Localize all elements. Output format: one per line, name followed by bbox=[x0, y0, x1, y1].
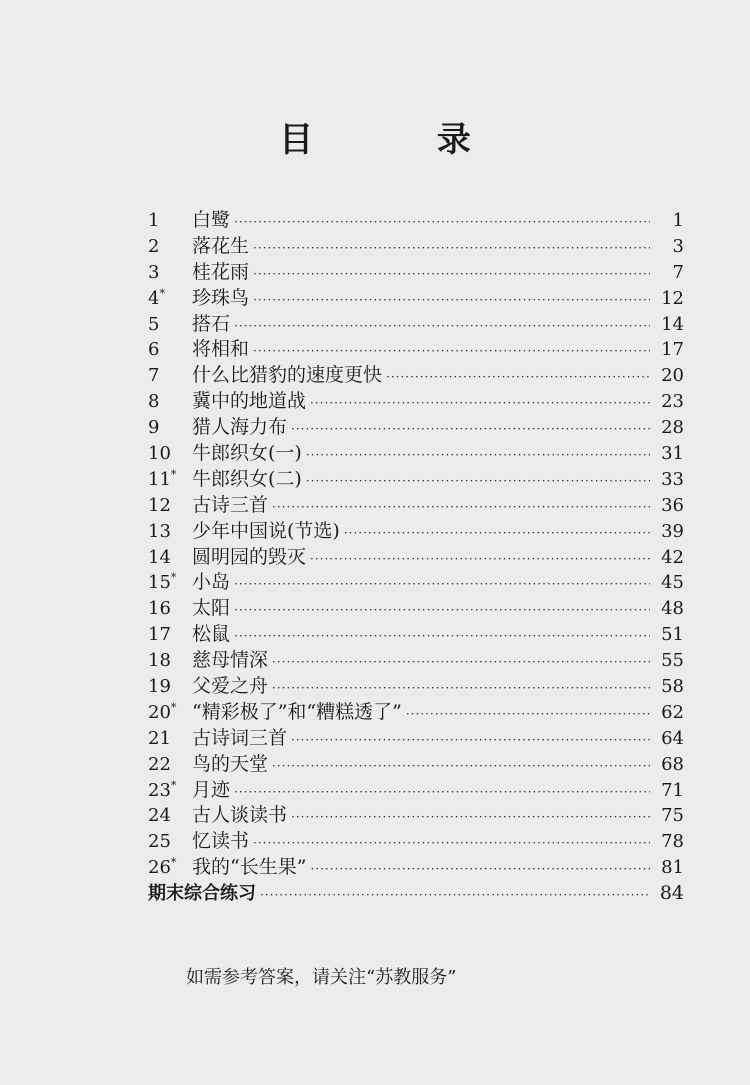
footer-note: 如需参考答案，请关注“苏教服务” bbox=[186, 967, 457, 988]
entry-number: 7 bbox=[148, 365, 160, 387]
entry-page: 64 bbox=[661, 727, 684, 749]
entry-number: 3 bbox=[148, 261, 160, 283]
entry-number: 14 bbox=[148, 546, 171, 568]
entry-title: 古诗三首 bbox=[192, 493, 269, 516]
entry-page: 12 bbox=[661, 287, 684, 309]
entry-title: 搭石 bbox=[192, 312, 231, 335]
entry-title: 父爱之舟 bbox=[192, 675, 269, 698]
entry-title: 冀中的地道战 bbox=[192, 390, 307, 413]
entry-title: 少年中国说(节选) bbox=[192, 519, 340, 542]
entry-number: 25 bbox=[148, 831, 171, 853]
entry-number: 12 bbox=[148, 494, 171, 516]
dot-leader bbox=[406, 702, 650, 728]
entry-title: 小岛 bbox=[192, 571, 231, 594]
optional-star-mark: * bbox=[170, 700, 177, 714]
dot-leader bbox=[291, 417, 650, 443]
entry-title: 古诗词三首 bbox=[192, 726, 288, 749]
entry-number: 8 bbox=[148, 391, 160, 413]
entry-title: 桂花雨 bbox=[192, 260, 250, 283]
dot-leader bbox=[260, 880, 650, 910]
entry-number: 21 bbox=[148, 727, 171, 749]
entry-number: 23* bbox=[148, 778, 177, 801]
page-title: 目 录 bbox=[279, 120, 527, 160]
entry-page: 68 bbox=[661, 753, 684, 775]
dot-leader bbox=[386, 365, 650, 391]
entry-page: 84 bbox=[659, 882, 684, 905]
dot-leader bbox=[344, 521, 650, 547]
optional-star-mark: * bbox=[170, 571, 177, 585]
entry-title: 落花生 bbox=[192, 234, 250, 257]
entry-title: 月迹 bbox=[192, 778, 231, 801]
entry-number: 13 bbox=[148, 520, 171, 542]
entry-page: 51 bbox=[661, 624, 684, 646]
entry-page: 75 bbox=[661, 805, 684, 827]
dot-leader bbox=[291, 728, 650, 754]
entry-title: 忆读书 bbox=[192, 830, 250, 853]
entry-page: 20 bbox=[661, 365, 684, 387]
entry-number: 2 bbox=[148, 235, 160, 257]
entry-title: “精彩极了”和“糟糕透了” bbox=[192, 700, 402, 723]
dot-leader bbox=[234, 314, 650, 340]
entry-page: 33 bbox=[661, 468, 684, 490]
entry-title: 将相和 bbox=[192, 338, 250, 361]
optional-star-mark: * bbox=[170, 778, 177, 792]
entry-page: 3 bbox=[672, 235, 684, 257]
entry-page: 58 bbox=[661, 676, 684, 698]
entry-page: 62 bbox=[661, 701, 684, 723]
entry-page: 42 bbox=[661, 546, 684, 568]
entry-number: 19 bbox=[148, 676, 171, 698]
dot-leader bbox=[253, 831, 650, 857]
dot-leader bbox=[306, 469, 650, 495]
entry-page: 31 bbox=[661, 443, 684, 465]
dot-leader bbox=[234, 572, 650, 598]
dot-leader bbox=[310, 391, 650, 417]
entry-page: 78 bbox=[661, 831, 684, 853]
dot-leader bbox=[234, 780, 650, 806]
entry-number: 17 bbox=[148, 624, 171, 646]
entry-number: 20* bbox=[148, 700, 177, 723]
entry-number: 26* bbox=[148, 856, 177, 879]
entry-number: 1 bbox=[148, 210, 160, 231]
entry-number: 6 bbox=[148, 339, 160, 361]
entry-page: 36 bbox=[661, 494, 684, 516]
dot-leader bbox=[306, 443, 650, 469]
entry-title: 白鹭 bbox=[192, 209, 231, 231]
dot-leader bbox=[272, 495, 650, 521]
entry-number: 15* bbox=[148, 571, 177, 594]
entry-page: 71 bbox=[661, 779, 684, 801]
entry-title: 牛郎织女(二) bbox=[192, 467, 302, 490]
entry-page: 14 bbox=[661, 313, 684, 335]
toc-list bbox=[148, 203, 684, 908]
entry-title: 古人谈读书 bbox=[192, 804, 288, 827]
entry-page: 81 bbox=[661, 857, 684, 879]
entry-page: 23 bbox=[661, 391, 684, 413]
entry-number: 16 bbox=[148, 598, 171, 620]
entry-title: 牛郎织女(一) bbox=[192, 442, 302, 465]
entry-title: 圆明园的毁灭 bbox=[192, 545, 307, 568]
entry-title: 慈母情深 bbox=[192, 649, 269, 672]
dot-leader bbox=[253, 339, 650, 365]
dot-leader bbox=[272, 676, 650, 702]
entry-title: 我的“长生果” bbox=[192, 856, 307, 879]
entry-page: 1 bbox=[672, 210, 684, 231]
optional-star-mark: * bbox=[170, 467, 177, 481]
entry-number: 11* bbox=[148, 467, 177, 490]
dot-leader bbox=[272, 754, 650, 780]
entry-title: 鸟的天堂 bbox=[192, 752, 269, 775]
entry-title: 太阳 bbox=[192, 597, 231, 620]
entry-number: 9 bbox=[148, 417, 160, 439]
entry-number: 18 bbox=[148, 650, 171, 672]
entry-page: 28 bbox=[661, 417, 684, 439]
entry-number: 24 bbox=[148, 805, 171, 827]
entry-page: 55 bbox=[661, 650, 684, 672]
entry-number: 10 bbox=[148, 443, 171, 465]
entry-page: 45 bbox=[661, 572, 684, 594]
dot-leader bbox=[234, 210, 650, 236]
entry-title: 松鼠 bbox=[192, 623, 231, 646]
dot-leader bbox=[310, 547, 650, 573]
dot-leader bbox=[253, 262, 650, 288]
entry-page: 7 bbox=[672, 261, 684, 283]
entry-page: 48 bbox=[661, 598, 684, 620]
optional-star-mark: * bbox=[170, 856, 177, 870]
dot-leader bbox=[272, 650, 650, 676]
entry-title: 什么比猎豹的速度更快 bbox=[192, 364, 383, 387]
entry-page: 17 bbox=[661, 339, 684, 361]
toc-entry-final-practice bbox=[148, 878, 684, 908]
toc-entry bbox=[148, 203, 684, 229]
optional-star-mark: * bbox=[159, 286, 165, 300]
dot-leader bbox=[234, 624, 650, 650]
entry-title: 珍珠鸟 bbox=[192, 286, 250, 309]
entry-number: 5 bbox=[148, 313, 160, 335]
entry-number: 4* bbox=[148, 286, 165, 309]
entry-title: 期末综合练习 bbox=[148, 883, 256, 905]
dot-leader bbox=[253, 236, 650, 262]
entry-number: 22 bbox=[148, 753, 171, 775]
entry-page: 39 bbox=[661, 520, 684, 542]
dot-leader bbox=[291, 805, 650, 831]
dot-leader bbox=[234, 598, 650, 624]
dot-leader bbox=[253, 288, 650, 314]
entry-title: 猎人海力布 bbox=[192, 416, 288, 439]
